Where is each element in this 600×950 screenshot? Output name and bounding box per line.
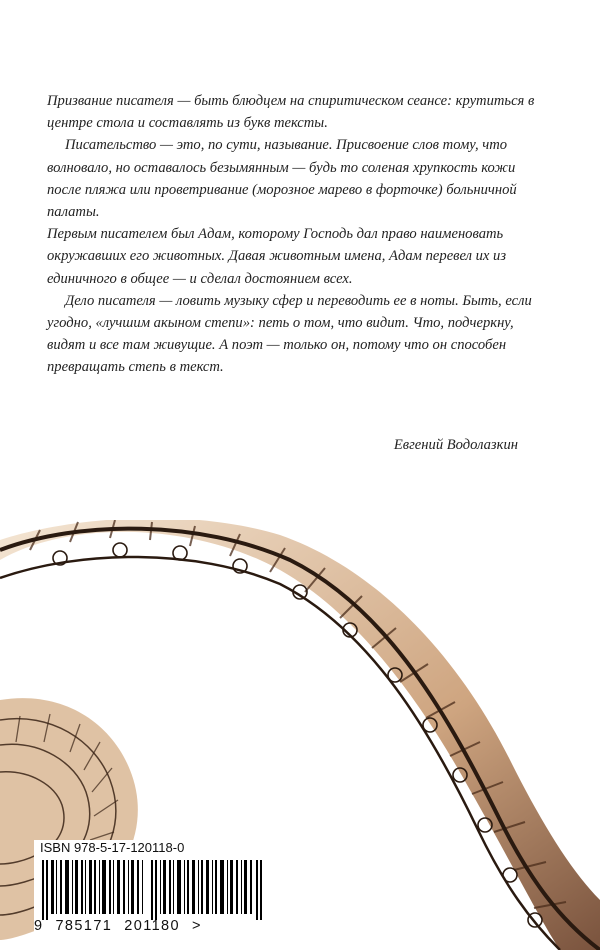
barcode-digits-right: 201180: [124, 918, 180, 934]
barcode-digit-first: 9: [34, 918, 44, 934]
isbn-label: ISBN 978-5-17-120118-0: [40, 840, 185, 855]
paragraph-2: Писательство — это, по сути, называние. Присвоение слов тому, что волновало, но оставалось безымянным — будь то соленая хрупкость кожи после пляжа или проветривание (морозное марево в форточке) больничной палаты.: [47, 137, 517, 221]
barcode-digits-left: 785171: [55, 918, 113, 934]
barcode-digit-end: >: [191, 918, 202, 934]
paragraph-1: Призвание писателя — быть блюдцем на спиритическом сеансе: крутиться в центре стола и составлять из букв тексты.: [47, 93, 535, 132]
author-name: Евгений Водолазкин: [393, 437, 518, 453]
paragraph-4: Дело писателя — ловить музыку сфер и переводить ее в ноты. Быть, если угодно, «лучшим акыном степи»: петь о том, что видит. Что, подчеркну, видят и все там живущие. А поэт — только он, потому что он способен превращать степь в текст.: [47, 292, 532, 376]
annotation-text: [47, 90, 537, 379]
barcode-bars: [42, 860, 272, 920]
barcode-digits: [34, 918, 280, 934]
paragraph-3: Первым писателем был Адам, которому Господь дал право наименовать окружавших его животных. Давая животным имена, Адам перевел их из единичного в общее — и сделал достоянием всех.: [47, 226, 507, 287]
barcode-panel: [34, 840, 280, 936]
